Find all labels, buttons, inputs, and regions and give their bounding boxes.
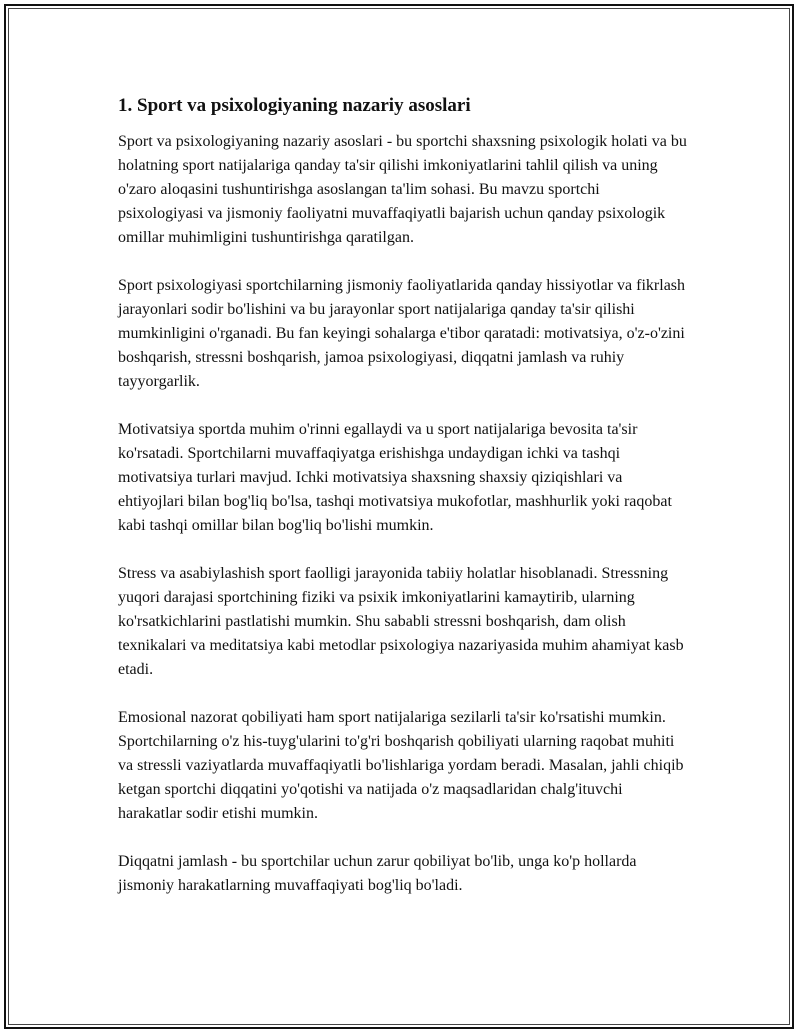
paragraph-emotional-control: Emosional nazorat qobiliyati ham sport natijalariga sezilarli ta'sir ko'rsatishi mumkin. Sportchilarning o'z his-tuyg'ularini to'g'ri boshqarish qobiliyati ularning raqobat muhiti va stressli vaziyatlarda muvaffaqiyatli bo'lishlariga yordam beradi. Masalan, jahli chiqib ketgan sportchi diqqatini yo'qotishi va natijada o'z maqsadlaridan chalg'ituvchi harakatlar sodir etishi mumkin. [118, 709, 684, 822]
paragraph-motivation: Motivatsiya sportda muhim o'rinni egallaydi va u sport natijalariga bevosita ta'sir ko'rsatadi. Sportchilarni muvaffaqiyatga erishishga undaydigan ichki va tashqi motivatsiya turlari mavjud. Ichki motivatsiya shaxsning shaxsiy qiziqishlari va ehtiyojlari bilan bog'liq bo'lsa, tashqi motivatsiya mukofotlar, mashhurlik yoki raqobat kabi tashqi omillar bilan bog'liq bo'lishi mumkin. [118, 421, 672, 534]
section-heading: 1. Sport va psixologiyaning nazariy asoslari [118, 95, 471, 116]
paragraph-stress: Stress va asabiylashish sport faolligi jarayonida tabiiy holatlar hisoblanadi. Stressning yuqori darajasi sportchining fiziki va psixik imkoniyatlarini kamaytirib, ularning ko'rsatkichlarini pastlatishi mumkin. Shu sababli stressni boshqarish, dam olish texnikalari va meditatsiya kabi metodlar psixologiya nazariyasida muhim ahamiyat kasb etadi. [118, 565, 684, 678]
paragraph-sport-psychology: Sport psixologiyasi sportchilarning jismoniy faoliyatlarida qanday hissiyotlar va fikrlash jarayonlari sodir bo'lishini va bu jarayonlar sport natijalariga qanday ta'sir qilishi mumkinligini o'rganadi. Bu fan keyingi sohalarga e'tibor qaratadi: motivatsiya, o'z-o'zini boshqarish, stressni boshqarish, jamoa psixologiyasi, diqqatni jamlash va ruhiy tayyorgarlik. [118, 277, 686, 390]
paragraph-concentration: Diqqatni jamlash - bu sportchilar uchun zarur qobiliyat bo'lib, unga ko'p hollarda jismoniy harakatlarning muvaffaqiyati bog'liq bo'ladi. [118, 853, 637, 894]
paragraph-intro: Sport va psixologiyaning nazariy asoslari - bu sportchi shaxsning psixologik holati va bu holatning sport natijalariga qanday ta'sir qilishi imkoniyatlarini tahlil qilish va uning o'zaro aloqasini tushuntirishga asoslangan ta'lim sohasi. Bu mavzu sportchi psixologiyasi va jismoniy faoliyatni muvaffaqiyatli bajarish uchun qanday psixologik omillar muhimligini tushuntirishga qaratilgan. [118, 133, 687, 246]
document-body [118, 92, 688, 922]
